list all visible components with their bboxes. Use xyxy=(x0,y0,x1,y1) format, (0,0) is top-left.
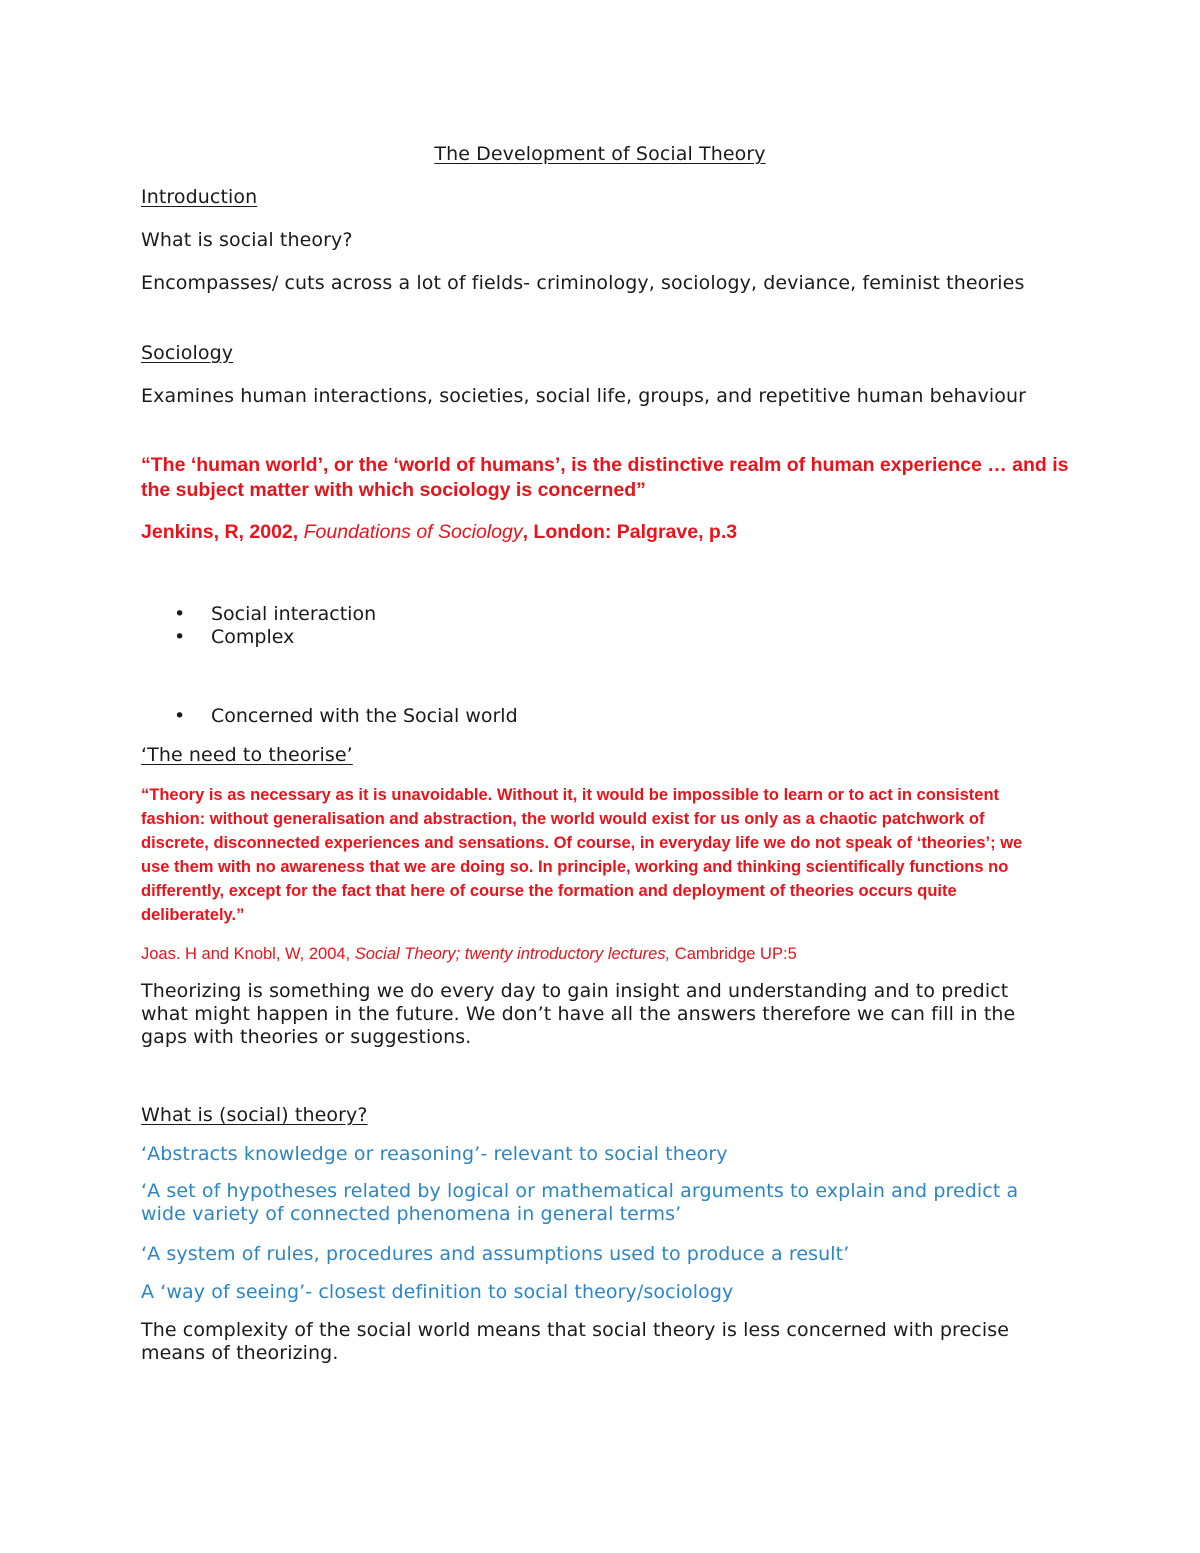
bullet-list-b xyxy=(141,705,518,728)
list-item-label: Social interaction xyxy=(211,603,377,625)
intro-question: What is social theory? xyxy=(141,229,353,251)
citation-joas-publisher: Cambridge UP:5 xyxy=(670,945,797,963)
list-item-label: Concerned with the Social world xyxy=(211,705,518,727)
bullet-icon: • xyxy=(174,705,186,727)
citation-jenkins xyxy=(141,520,1080,545)
citation-jenkins-publisher: , London: Palgrave, p.3 xyxy=(522,521,738,543)
citation-jenkins-title: Foundations of Sociology xyxy=(303,521,523,543)
quote-joas-knobl: “Theory is as necessary as it is unavoidable. Without it, it would be impossible to learn or to act in consistent fashion: without generalisation and abstraction, the world would exist for us only as a chaotic patchwork of discrete, disconnected experiences and sensations. Of course, in everyday life we do not speak of ‘theories’; we use them with no awareness that we are doing so. In principle, working and thinking scientifically functions no differently, except for the fact that here of course the formation and deployment of theories occurs quite deliberately.” xyxy=(141,786,1023,924)
heading-what-is-social-theory: What is (social) theory? xyxy=(141,1104,368,1126)
page-title: The Development of Social Theory xyxy=(434,143,766,165)
list-item xyxy=(141,626,376,649)
closing-text: The complexity of the social world means that social theory is less concerned with precise means of theorizing. xyxy=(141,1319,1009,1364)
citation-joas-authors: Joas. H and Knobl, W, 2004, xyxy=(141,945,355,963)
bullet-icon: • xyxy=(174,626,186,648)
theorizing-text: Theorizing is something we do every day to gain insight and understanding and to predict what might happen in the future. We don’t have all the answers therefore we can fill in the gaps with theories or suggestions. xyxy=(141,980,1016,1048)
definition-3: ‘A system of rules, procedures and assumptions used to produce a result’ xyxy=(141,1243,850,1265)
citation-jenkins-authors: Jenkins, R, 2002, xyxy=(141,521,304,543)
heading-sociology: Sociology xyxy=(141,342,234,364)
heading-introduction: Introduction xyxy=(141,186,258,208)
list-item xyxy=(141,705,518,728)
citation-joas-title: Social Theory; twenty introductory lectures, xyxy=(354,945,671,963)
definition-2: ‘A set of hypotheses related by logical or mathematical arguments to explain and predict a wide variety of connected phenomena in general terms’ xyxy=(141,1180,1019,1225)
bullet-list-a xyxy=(141,603,376,649)
definition-1: ‘Abstracts knowledge or reasoning’- relevant to social theory xyxy=(141,1143,728,1165)
citation-joas-knobl xyxy=(141,942,1080,966)
definition-4: A ‘way of seeing’- closest definition to social theory/sociology xyxy=(141,1281,734,1303)
intro-text: Encompasses/ cuts across a lot of fields- criminology, sociology, deviance, feminist theories xyxy=(141,272,1025,294)
list-item xyxy=(141,603,376,626)
quote-jenkins: “The ‘human world’, or the ‘world of humans’, is the distinctive realm of human experience … and is the subject matter with which sociology is concerned” xyxy=(141,454,1069,501)
heading-need-to-theorise: ‘The need to theorise’ xyxy=(141,744,353,766)
bullet-icon: • xyxy=(174,603,186,625)
sociology-text: Examines human interactions, societies, social life, groups, and repetitive human behaviour xyxy=(141,385,1027,407)
list-item-label: Complex xyxy=(211,626,295,648)
